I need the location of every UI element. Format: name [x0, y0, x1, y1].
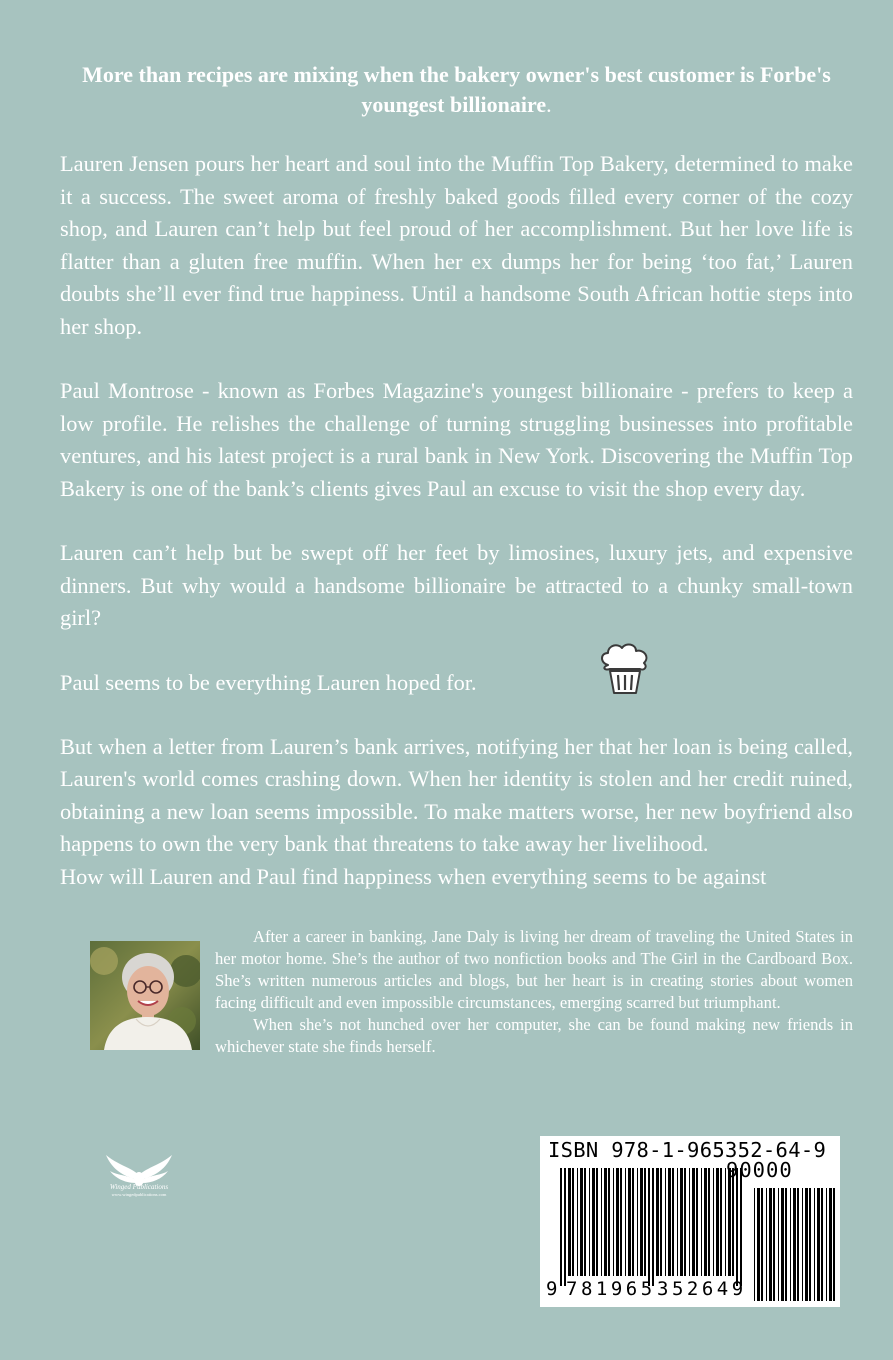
- barcode-bar: [829, 1188, 832, 1301]
- barcode-guard-bar: [652, 1168, 654, 1286]
- barcode-bar: [713, 1168, 714, 1276]
- blurb-paragraph-2: Paul Montrose - known as Forbes Magazine's youngest billionaire - prefers to keep a low profile. He relishes the challenge of turning struggling businesses into profitable ventures, and his latest project is a rural bank in New York. Discovering the Muffin Top Bakery is one of the bank’s clients gives Paul an excuse to visit the shop every day.: [60, 378, 853, 501]
- barcode-bar: [680, 1168, 683, 1276]
- barcode-bar: [708, 1168, 710, 1276]
- blurb: [60, 148, 853, 893]
- barcode-bar: [781, 1188, 784, 1301]
- barcode-bar: [790, 1188, 791, 1301]
- blurb-paragraph-1: Lauren Jensen pours her heart and soul into the Muffin Top Bakery, determined to make it a success. The sweet aroma of freshly baked goods filled every corner of the cozy shop, and Lauren can’t help but feel proud of her accomplishment. But her love life is flatter than a gluten free muffin. When her ex dumps her for being ‘too fat,’ Lauren doubts she’ll ever find true happiness. Until a handsome South African hottie steps into her shop.: [60, 151, 853, 339]
- barcode-bar: [665, 1168, 666, 1276]
- barcode-bar: [625, 1168, 626, 1276]
- barcode-bar: [797, 1188, 799, 1301]
- ean-first-digit: 9: [546, 1278, 558, 1300]
- blurb-paragraph-6: How will Lauren and Paul find happiness when everything seems to be against: [60, 863, 767, 889]
- author-bio-paragraph-2: When she’s not hunched over her computer, she can be found making new friends in whichever state she finds herself.: [215, 1015, 853, 1056]
- barcode-bar: [572, 1168, 574, 1276]
- barcode-bar: [577, 1168, 578, 1276]
- barcode-bar: [672, 1168, 674, 1276]
- barcode-bar: [821, 1188, 823, 1301]
- barcode-bar: [725, 1168, 726, 1276]
- barcode-bar: [684, 1168, 686, 1276]
- barcode-bar: [644, 1168, 646, 1276]
- barcode-bar: [613, 1168, 614, 1276]
- author-bio-paragraph-1: After a career in banking, Jane Daly is living her dream of traveling the United States in her motor home. She’s the author of two nonfiction books and The Girl in the Cardboard Box. She’s written numerous articles and blogs, but her heart is in creating stories about women facing difficult and even impossible circumstances, emerging scarred but triumphant.: [215, 927, 853, 1012]
- blurb-paragraph-5: But when a letter from Lauren’s bank arrives, notifying her that her loan is being called, Lauren's world comes crashing down. When her identity is stolen and her credit ruined, obtaining a new loan seems impossible. To make matters worse, her new boyfriend also happens to own the very bank that threatens to take away her livelihood.: [60, 733, 853, 856]
- barcode-bar: [616, 1168, 619, 1276]
- ean-left-digits: 781965: [566, 1278, 656, 1300]
- barcode-bar: [601, 1168, 602, 1276]
- ean-right-digits: 352649: [657, 1278, 747, 1300]
- publisher-logo: [100, 1145, 178, 1203]
- barcode-bar: [656, 1168, 659, 1276]
- blurb-paragraph-4-row: [60, 667, 853, 699]
- barcode-bar: [632, 1168, 634, 1276]
- barcode-bar: [640, 1168, 643, 1276]
- barcode-bar: [778, 1188, 779, 1301]
- barcode-guard-bar: [740, 1168, 742, 1286]
- barcode-bar: [637, 1168, 638, 1276]
- barcode-bar: [785, 1188, 787, 1301]
- blurb-paragraph-3: Lauren can’t help but be swept off her feet by limosines, luxury jets, and expensive dinners. But why would a handsome billionaire be attracted to a chunky small-town girl?: [60, 540, 853, 630]
- barcode-bar: [604, 1168, 607, 1276]
- barcode-bar: [732, 1168, 734, 1276]
- tagline-period: .: [546, 92, 552, 117]
- blurb-paragraph-4: Paul seems to be everything Lauren hoped for.: [60, 669, 477, 695]
- barcode-bar: [802, 1188, 803, 1301]
- barcode-guard-bar: [564, 1168, 566, 1286]
- barcode-bar: [757, 1188, 760, 1301]
- publisher-url: www.wingedpublications.com: [111, 1192, 167, 1197]
- barcode-guard-bar: [560, 1168, 562, 1286]
- barcode-bar: [689, 1168, 690, 1276]
- barcode-bar: [761, 1188, 763, 1301]
- barcode-bar: [817, 1188, 820, 1301]
- barcode-bar: [814, 1188, 815, 1301]
- barcode-bar: [754, 1188, 755, 1301]
- author-photo: [90, 941, 200, 1050]
- barcode-bar: [628, 1168, 631, 1276]
- barcode-bar: [580, 1168, 583, 1276]
- barcode-guard-bar: [736, 1168, 738, 1286]
- barcode-bar: [704, 1168, 707, 1276]
- barcode-bar: [608, 1168, 610, 1276]
- tagline: [60, 60, 853, 120]
- tagline-text: More than recipes are mixing when the bakery owner's best customer is Forbe's youngest billionaire: [82, 62, 831, 117]
- barcode-bar: [692, 1168, 695, 1276]
- barcode-bar: [728, 1168, 731, 1276]
- barcode-bar: [716, 1168, 719, 1276]
- barcode-bar: [766, 1188, 767, 1301]
- barcode-bar: [720, 1168, 722, 1276]
- barcode-bar: [701, 1168, 702, 1276]
- barcode-guard-bar: [648, 1168, 650, 1286]
- author-photo-image: [90, 941, 200, 1050]
- barcode-bar: [769, 1188, 772, 1301]
- price-addon: 90000: [726, 1158, 793, 1182]
- barcode-bar: [793, 1188, 796, 1301]
- isbn-barcode: [540, 1136, 840, 1307]
- barcode-bar: [809, 1188, 811, 1301]
- publisher-name: Winged Publications: [109, 1183, 169, 1191]
- author-bio: [215, 926, 853, 1058]
- barcode-bar: [826, 1188, 827, 1301]
- barcode-bar: [677, 1168, 678, 1276]
- barcode-bar: [668, 1168, 671, 1276]
- barcode-bar: [584, 1168, 586, 1276]
- barcode-bar: [596, 1168, 598, 1276]
- muffin-icon: [596, 641, 654, 699]
- barcode-bar: [592, 1168, 595, 1276]
- barcode-bar: [660, 1168, 662, 1276]
- barcode-bar: [620, 1168, 622, 1276]
- barcode-bar: [696, 1168, 698, 1276]
- barcode-bar: [568, 1168, 571, 1276]
- barcode-bar: [805, 1188, 808, 1301]
- barcode-bar: [589, 1168, 590, 1276]
- barcode-bar: [833, 1188, 835, 1301]
- barcode-bar: [773, 1188, 775, 1301]
- isbn-number: ISBN 978-1-965352-64-9: [548, 1138, 827, 1162]
